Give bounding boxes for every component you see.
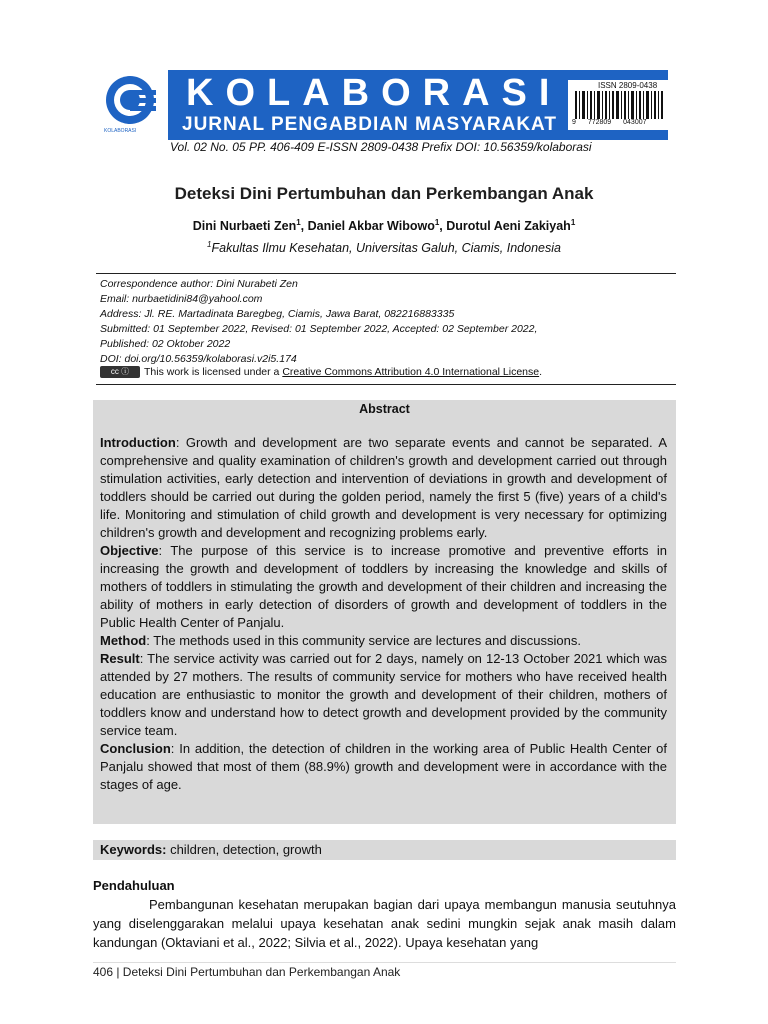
cc-license-icon: cc ⓘ: [100, 366, 140, 378]
divider: [96, 384, 676, 385]
issn-label: ISSN 2809-0438: [598, 81, 658, 90]
barcode-digits: 9 772809 043007: [572, 119, 647, 126]
author-sup: 1: [570, 218, 576, 227]
footer-divider: [93, 962, 676, 963]
abstract-conclusion: [100, 740, 667, 794]
journal-subtitle: JURNAL PENGABDIAN MASYARAKAT: [182, 114, 557, 135]
license-link[interactable]: Creative Commons Attribution 4.0 International License: [282, 366, 540, 378]
abstract-text: : In addition, the detection of children in the working area of Public Health Center of Panjalu showed that most of them (88.9%) growth and development were in accordance with the stages of age.: [100, 741, 667, 792]
paper-title: Deteksi Dini Pertumbuhan dan Perkembangan Anak: [174, 184, 594, 203]
keywords-box: [93, 840, 676, 860]
abstract-label: Method: [100, 633, 147, 648]
keywords-text: children, detection, growth: [166, 842, 322, 857]
abstract-label: Result: [100, 651, 140, 666]
correspondence-email: Email: nurbaetidini84@yahool.com: [100, 293, 263, 305]
section-heading: Pendahuluan: [93, 878, 175, 893]
abstract-label: Objective: [100, 543, 159, 558]
submission-dates: Submitted: 01 September 2022, Revised: 01 September 2022, Accepted: 02 September 2022,: [100, 323, 538, 335]
author-name: Dini Nurbaeti Zen: [192, 219, 297, 234]
abstract-introduction: [100, 434, 667, 542]
logo-caption: KOLABORASI: [104, 128, 137, 134]
abstract-text: : The service activity was carried out for 2 days, namely on 12-13 October 2021 which was attended by 27 mothers. The results of community service for mothers who have received health education are enthusiastic to monitor the growth and development of their children, mothers of toddlers know and understand how to detect growth and development provided by the community service team.: [100, 651, 667, 738]
affiliation: [0, 240, 768, 255]
abstract-heading: Abstract: [359, 402, 410, 416]
abstract-text: : Growth and development are two separate events and cannot be separated. A comprehensive and quality examination of children's growth and development carried out through stimulation activities, early detection and intervention of deviations in growth and development of toddlers should be carried out during the golden period, namely the first 5 (five) years of a child's life. Monitoring and stimulation of child growth and development is very necessary for optimizing children's growth and development and recognizing problems early.: [100, 435, 667, 540]
keywords-label: Keywords:: [100, 842, 167, 857]
license-suffix: .: [539, 366, 543, 378]
affiliation-text: Fakultas Ilmu Kesehatan, Universitas Galuh, Ciamis, Indonesia: [211, 241, 561, 256]
license-prefix: This work is licensed under a: [144, 366, 283, 378]
abstract-text: : The purpose of this service is to increase promotive and preventive efforts in increasing the growth and development of toddlers by increasing the knowledge and skills of mothers of toddlers in stimulating the growth and development of their children and increasing the ability of mothers in early detection of disorders of growth and development of toddlers in the Public Health Center of Panjalu.: [100, 543, 667, 630]
author-name: Durotul Aeni Zakiyah: [446, 219, 571, 234]
author-sup: 1: [434, 218, 440, 227]
correspondence-author: Correspondence author: Dini Nurabeti Zen: [100, 278, 298, 290]
divider: [96, 273, 676, 274]
abstract-body: [100, 434, 667, 794]
author-name: Daniel Akbar Wibowo: [307, 219, 435, 234]
journal-name: KOLABORASI: [186, 72, 562, 114]
page-footer: 406 | Deteksi Dini Pertumbuhan dan Perkembangan Anak: [93, 965, 401, 979]
volume-meta-line: Vol. 02 No. 05 PP. 406-409 E-ISSN 2809-0438 Prefix DOI: 10.56359/kolaborasi: [170, 140, 592, 154]
affiliation-sup: 1: [207, 240, 212, 249]
license-line: [100, 366, 542, 378]
correspondence-block: [100, 277, 676, 367]
abstract-label: Conclusion: [100, 741, 171, 756]
doi: DOI: doi.org/10.56359/kolaborasi.v2i5.174: [100, 353, 297, 365]
abstract-label: Introduction: [100, 435, 176, 450]
body-paragraph: Pembangunan kesehatan merupakan bagian dari upaya membangun manusia seutuhnya yang diselenggarakan melalui upaya kesehatan anak sedini mungkin sejak anak masih dalam kandungan (Oktaviani et al., 2022; Silvia et al., 2022). Upaya kesehatan yang: [93, 897, 676, 950]
abstract-text: : The methods used in this community service are lectures and discussions.: [146, 633, 581, 648]
abstract-objective: [100, 542, 667, 632]
abstract-result: [100, 650, 667, 740]
correspondence-address: Address: Jl. RE. Martadinata Baregbeg, Ciamis, Jawa Barat, 082216883335: [100, 308, 455, 320]
abstract-method: [100, 632, 667, 650]
author-list: Dini Nurbaeti Zen$^1$, Daniel Akbar Wibowo$^1$, Durotul Aeni Zakiyah$^1$: [192, 218, 576, 234]
author-sup: 1: [296, 218, 301, 227]
published-date: Published: 02 Oktober 2022: [100, 338, 231, 350]
